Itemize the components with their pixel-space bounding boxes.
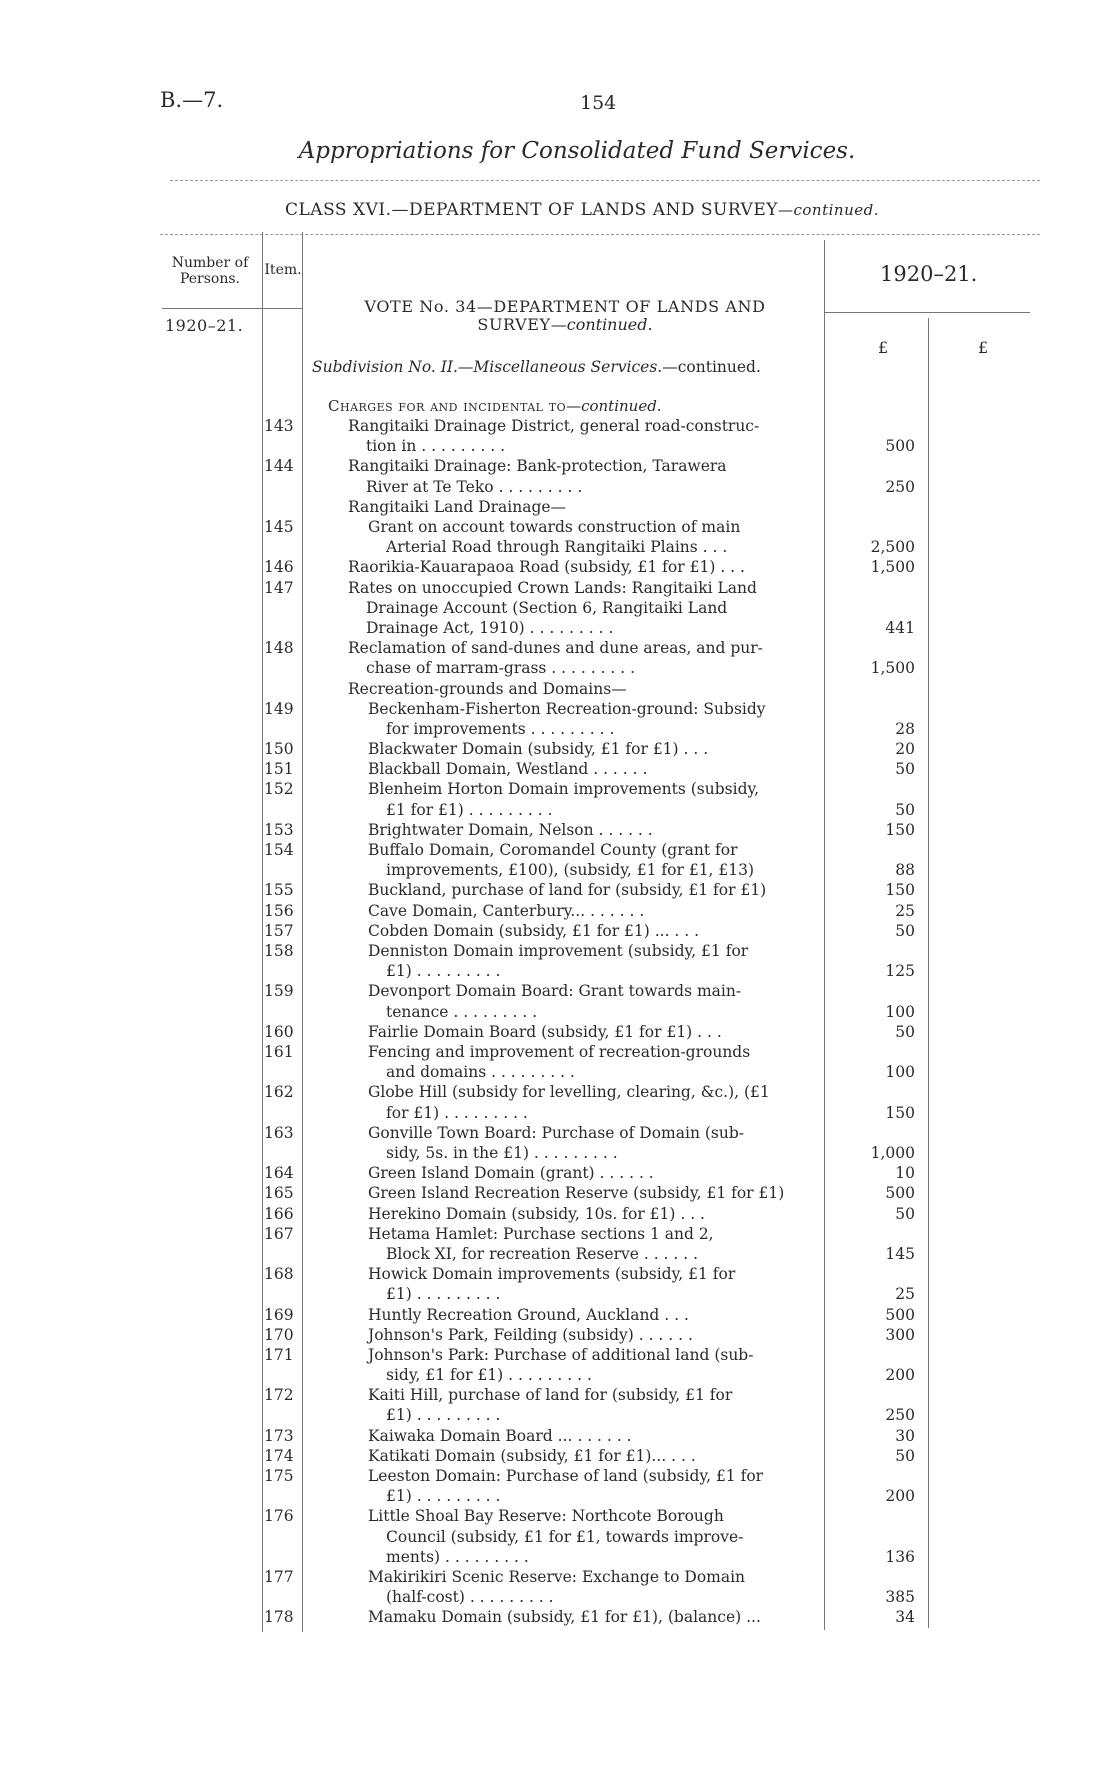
item-description bbox=[368, 941, 816, 981]
description-line: £1) . . . . . . . . . bbox=[386, 1285, 501, 1304]
description-line: River at Te Teko . . . . . . . . . bbox=[366, 477, 583, 496]
description-line: Buffalo Domain, Coromandel County (grant for bbox=[368, 841, 738, 860]
item-number: 151 bbox=[264, 760, 294, 779]
item-amount: 25 bbox=[895, 1285, 915, 1304]
year-header: 1920–21. bbox=[880, 262, 978, 286]
item-amount: 1,000 bbox=[870, 1143, 915, 1162]
item-description bbox=[368, 1022, 816, 1042]
item-number: 155 bbox=[264, 881, 294, 900]
item-amount: 500 bbox=[885, 437, 915, 456]
item-description bbox=[368, 840, 816, 880]
description-line: for improvements . . . . . . . . . bbox=[386, 719, 615, 738]
item-amount: 88 bbox=[895, 861, 915, 880]
item-number: 149 bbox=[264, 699, 294, 718]
item-number: 172 bbox=[264, 1386, 294, 1405]
description-line: ments) . . . . . . . . . bbox=[386, 1547, 529, 1566]
section-heading-row bbox=[0, 497, 1114, 517]
description-line: tenance . . . . . . . . . bbox=[386, 1002, 538, 1021]
charges-heading bbox=[328, 396, 662, 415]
item-number: 169 bbox=[264, 1305, 294, 1324]
item-amount: 300 bbox=[885, 1325, 915, 1344]
item-amount: 250 bbox=[885, 1406, 915, 1425]
section-heading: Rangitaiki Land Drainage— bbox=[348, 497, 567, 516]
item-number: 163 bbox=[264, 1123, 294, 1142]
item-description bbox=[368, 1567, 816, 1607]
item-amount: 150 bbox=[885, 881, 915, 900]
item-description bbox=[368, 820, 816, 840]
item-description bbox=[348, 557, 816, 577]
pound-label: £ bbox=[878, 338, 889, 357]
item-description bbox=[368, 1042, 816, 1082]
description-line: £1) . . . . . . . . . bbox=[386, 1487, 501, 1506]
header-rule bbox=[162, 308, 302, 309]
description-line: Johnson's Park, Feilding (subsidy) . . . . . . bbox=[368, 1325, 693, 1344]
table-row bbox=[0, 1446, 1114, 1466]
item-amount: 441 bbox=[885, 618, 915, 637]
subdivision-heading bbox=[312, 358, 761, 376]
description-line: Kaiti Hill, purchase of land for (subsidy, £1 for bbox=[368, 1386, 733, 1405]
item-amount: 100 bbox=[885, 1002, 915, 1021]
item-amount: 10 bbox=[895, 1164, 915, 1183]
description-line: Blenheim Horton Domain improvements (subsidy, bbox=[368, 780, 760, 799]
item-amount: 50 bbox=[895, 760, 915, 779]
description-line: chase of marram-grass . . . . . . . . . bbox=[366, 659, 636, 678]
item-number: 174 bbox=[264, 1446, 294, 1465]
item-number: 168 bbox=[264, 1265, 294, 1284]
description-line: Fairlie Domain Board (subsidy, £1 for £1) . . . bbox=[368, 1022, 722, 1041]
item-amount: 385 bbox=[885, 1588, 915, 1607]
item-amount: 2,500 bbox=[870, 538, 915, 557]
description-line: Rates on unoccupied Crown Lands: Rangitaiki Land bbox=[348, 578, 757, 597]
table-row bbox=[0, 1305, 1114, 1325]
item-description bbox=[368, 1506, 816, 1567]
vote-line-1: VOTE No. 34—DEPARTMENT OF LANDS AND bbox=[364, 297, 766, 316]
description-line: (half-cost) . . . . . . . . . bbox=[386, 1588, 554, 1607]
item-description bbox=[368, 517, 816, 557]
description-line: Council (subsidy, £1 for £1, towards improve- bbox=[386, 1527, 744, 1546]
table-row bbox=[0, 1567, 1114, 1607]
item-number: 171 bbox=[264, 1345, 294, 1364]
description-line: Arterial Road through Rangitaiki Plains . . . bbox=[386, 538, 728, 557]
item-amount: 50 bbox=[895, 1446, 915, 1465]
item-amount: 20 bbox=[895, 740, 915, 759]
item-description bbox=[368, 1123, 816, 1163]
item-amount: 150 bbox=[885, 820, 915, 839]
table-row bbox=[0, 1426, 1114, 1446]
description-line: Kaiwaka Domain Board ... . . . . . . bbox=[368, 1426, 632, 1445]
item-number: 161 bbox=[264, 1042, 294, 1061]
item-number: 177 bbox=[264, 1568, 294, 1587]
item-header: Item. bbox=[264, 262, 302, 278]
table-row bbox=[0, 1385, 1114, 1425]
item-description bbox=[368, 1224, 816, 1264]
item-amount: 1,500 bbox=[870, 558, 915, 577]
description-line: Huntly Recreation Ground, Auckland . . . bbox=[368, 1305, 689, 1324]
item-amount: 50 bbox=[895, 800, 915, 819]
item-description bbox=[368, 1082, 816, 1122]
table-row bbox=[0, 1224, 1114, 1264]
item-description bbox=[368, 901, 816, 921]
table-row bbox=[0, 759, 1114, 779]
table-row bbox=[0, 901, 1114, 921]
item-description bbox=[348, 416, 816, 456]
item-number: 166 bbox=[264, 1204, 294, 1223]
description-line: Blackball Domain, Westland . . . . . . bbox=[368, 760, 648, 779]
item-amount: 30 bbox=[895, 1426, 915, 1445]
item-description bbox=[368, 759, 816, 779]
divider bbox=[160, 234, 1040, 235]
description-line: Raorikia-Kauarapaoa Road (subsidy, £1 for £1) . . . bbox=[348, 558, 745, 577]
item-description bbox=[368, 981, 816, 1021]
item-description bbox=[368, 1466, 816, 1506]
item-description bbox=[368, 880, 816, 900]
item-amount: 145 bbox=[885, 1244, 915, 1263]
table-row bbox=[0, 880, 1114, 900]
table-row bbox=[0, 1042, 1114, 1082]
table-row bbox=[0, 638, 1114, 678]
item-description bbox=[368, 1183, 816, 1203]
item-description bbox=[368, 1305, 816, 1325]
section-heading-row bbox=[0, 679, 1114, 699]
item-number: 164 bbox=[264, 1164, 294, 1183]
item-number: 145 bbox=[264, 517, 294, 536]
table-row bbox=[0, 1183, 1114, 1203]
description-line: Johnson's Park: Purchase of additional land (sub- bbox=[368, 1345, 754, 1364]
table-row bbox=[0, 941, 1114, 981]
item-amount: 1,500 bbox=[870, 659, 915, 678]
description-line: Globe Hill (subsidy for levelling, clearing, &c.), (£1 bbox=[368, 1083, 770, 1102]
item-amount: 100 bbox=[885, 1063, 915, 1082]
description-line: Blackwater Domain (subsidy, £1 for £1) . . . bbox=[368, 740, 709, 759]
description-line: sidy, 5s. in the £1) . . . . . . . . . bbox=[386, 1143, 618, 1162]
item-number: 167 bbox=[264, 1224, 294, 1243]
table-row bbox=[0, 1022, 1114, 1042]
description-line: Beckenham-Fisherton Recreation-ground: Subsidy bbox=[368, 699, 766, 718]
description-line: Makirikiri Scenic Reserve: Exchange to Domain bbox=[368, 1568, 746, 1587]
item-amount: 50 bbox=[895, 921, 915, 940]
description-line: sidy, £1 for £1) . . . . . . . . . bbox=[386, 1366, 592, 1385]
table-row bbox=[0, 557, 1114, 577]
item-amount: 200 bbox=[885, 1366, 915, 1385]
description-line: Cobden Domain (subsidy, £1 for £1) ... . . . bbox=[368, 921, 700, 940]
description-line: Buckland, purchase of land for (subsidy, £1 for £1) bbox=[368, 881, 767, 900]
description-line: Katikati Domain (subsidy, £1 for £1)... . . . bbox=[368, 1446, 696, 1465]
number-of-persons-header: Number of Persons. bbox=[171, 255, 249, 287]
table-row bbox=[0, 779, 1114, 819]
item-number: 165 bbox=[264, 1184, 294, 1203]
table-row bbox=[0, 1506, 1114, 1567]
vote-heading bbox=[310, 298, 820, 334]
description-line: Leeston Domain: Purchase of land (subsidy, £1 for bbox=[368, 1467, 764, 1486]
persons-year: 1920–21. bbox=[165, 316, 244, 335]
item-description bbox=[368, 739, 816, 759]
description-line: Green Island Recreation Reserve (subsidy, £1 for £1) bbox=[368, 1184, 785, 1203]
description-line: Devonport Domain Board: Grant towards main- bbox=[368, 982, 742, 1001]
description-line: improvements, £100), (subsidy, £1 for £1, £13) bbox=[386, 861, 755, 880]
item-amount: 50 bbox=[895, 1022, 915, 1041]
description-line: Little Shoal Bay Reserve: Northcote Borough bbox=[368, 1507, 724, 1526]
item-amount: 25 bbox=[895, 901, 915, 920]
item-number: 146 bbox=[264, 558, 294, 577]
item-description bbox=[368, 1607, 816, 1627]
item-number: 159 bbox=[264, 982, 294, 1001]
item-number: 175 bbox=[264, 1467, 294, 1486]
item-number: 152 bbox=[264, 780, 294, 799]
subdivision-suffix: —continued. bbox=[662, 358, 761, 376]
description-line: Block XI, for recreation Reserve . . . . . . bbox=[386, 1244, 699, 1263]
item-number: 147 bbox=[264, 578, 294, 597]
item-amount: 28 bbox=[895, 719, 915, 738]
description-line: Green Island Domain (grant) . . . . . . bbox=[368, 1164, 654, 1183]
item-number: 157 bbox=[264, 921, 294, 940]
description-line: Brightwater Domain, Nelson . . . . . . bbox=[368, 820, 653, 839]
item-number: 143 bbox=[264, 417, 294, 435]
item-number: 150 bbox=[264, 740, 294, 759]
table-row bbox=[0, 921, 1114, 941]
item-number: 148 bbox=[264, 639, 294, 658]
table-row bbox=[0, 1607, 1114, 1627]
description-line: tion in . . . . . . . . . bbox=[366, 437, 506, 456]
item-number: 158 bbox=[264, 942, 294, 961]
item-number: 144 bbox=[264, 457, 294, 476]
class-title-text: CLASS XVI.—DEPARTMENT OF LANDS AND SURVEY bbox=[285, 200, 778, 220]
item-description bbox=[368, 1204, 816, 1224]
table-row bbox=[0, 981, 1114, 1021]
item-number: 153 bbox=[264, 820, 294, 839]
item-amount: 500 bbox=[885, 1184, 915, 1203]
item-number: 178 bbox=[264, 1608, 294, 1627]
item-amount: 34 bbox=[895, 1608, 915, 1627]
item-description bbox=[348, 578, 816, 639]
item-description bbox=[368, 699, 816, 739]
item-amount: 125 bbox=[885, 962, 915, 981]
item-description bbox=[368, 1426, 816, 1446]
description-line: £1) . . . . . . . . . bbox=[386, 1406, 501, 1425]
table-row bbox=[0, 1325, 1114, 1345]
description-line: Drainage Act, 1910) . . . . . . . . . bbox=[366, 618, 614, 637]
charges-suffix: —continued. bbox=[566, 397, 662, 415]
description-line: Howick Domain improvements (subsidy, £1 for bbox=[368, 1265, 736, 1284]
item-amount: 500 bbox=[885, 1305, 915, 1324]
description-line: Mamaku Domain (subsidy, £1 for £1), (balance) ... bbox=[368, 1608, 761, 1627]
year-rule bbox=[824, 312, 1030, 313]
item-description bbox=[368, 1163, 816, 1183]
item-number: 160 bbox=[264, 1022, 294, 1041]
item-amount: 50 bbox=[895, 1204, 915, 1223]
table-row bbox=[0, 1204, 1114, 1224]
item-number: 170 bbox=[264, 1325, 294, 1344]
table-row bbox=[0, 1082, 1114, 1122]
description-line: Rangitaiki Drainage: Bank-protection, Tarawera bbox=[348, 457, 727, 476]
table-row bbox=[0, 416, 1114, 456]
item-list bbox=[0, 416, 1114, 1628]
page-number: 154 bbox=[580, 92, 617, 114]
item-description bbox=[368, 1345, 816, 1385]
item-description bbox=[368, 1446, 816, 1466]
pound-label: £ bbox=[978, 338, 989, 357]
table-row bbox=[0, 699, 1114, 739]
description-line: Grant on account towards construction of main bbox=[368, 517, 741, 536]
table-row bbox=[0, 578, 1114, 639]
description-line: Hetama Hamlet: Purchase sections 1 and 2, bbox=[368, 1224, 714, 1243]
item-number: 154 bbox=[264, 841, 294, 860]
description-line: Gonville Town Board: Purchase of Domain (sub- bbox=[368, 1123, 744, 1142]
item-description bbox=[368, 779, 816, 819]
description-line: Rangitaiki Drainage District, general road-construc- bbox=[348, 417, 760, 435]
item-description bbox=[368, 921, 816, 941]
item-number: 176 bbox=[264, 1507, 294, 1526]
subdivision-text: Subdivision No. II.—Miscellaneous Services. bbox=[312, 358, 663, 376]
charges-text: Charges for and incidental to bbox=[328, 397, 567, 415]
description-line: for £1) . . . . . . . . . bbox=[386, 1103, 528, 1122]
item-description bbox=[348, 456, 816, 496]
table-row bbox=[0, 1264, 1114, 1304]
table-row bbox=[0, 456, 1114, 496]
table-row bbox=[0, 739, 1114, 759]
table-row bbox=[0, 1466, 1114, 1506]
item-number: 173 bbox=[264, 1426, 294, 1445]
description-line: Cave Domain, Canterbury... . . . . . . bbox=[368, 901, 645, 920]
table-row bbox=[0, 1345, 1114, 1385]
divider bbox=[170, 180, 1040, 181]
class-title-suffix: —continued. bbox=[777, 201, 879, 219]
description-line: Fencing and improvement of recreation-grounds bbox=[368, 1042, 751, 1061]
table-row bbox=[0, 1123, 1114, 1163]
item-description bbox=[368, 1385, 816, 1425]
item-description bbox=[368, 1264, 816, 1304]
item-amount: 250 bbox=[885, 477, 915, 496]
item-number: 162 bbox=[264, 1083, 294, 1102]
description-line: £1 for £1) . . . . . . . . . bbox=[386, 800, 553, 819]
item-amount: 200 bbox=[885, 1487, 915, 1506]
description-line: £1) . . . . . . . . . bbox=[386, 962, 501, 981]
item-description bbox=[368, 1325, 816, 1345]
table-row bbox=[0, 517, 1114, 557]
description-line: Drainage Account (Section 6, Rangitaiki Land bbox=[366, 598, 728, 617]
vote-line-2 bbox=[310, 316, 820, 334]
section-heading: Recreation-grounds and Domains— bbox=[348, 679, 627, 698]
table-row bbox=[0, 1163, 1114, 1183]
vote-line-2-suffix: —continued. bbox=[550, 315, 653, 334]
description-line: Denniston Domain improvement (subsidy, £1 for bbox=[368, 942, 749, 961]
class-title bbox=[0, 200, 1114, 220]
table-row bbox=[0, 820, 1114, 840]
item-amount: 150 bbox=[885, 1103, 915, 1122]
table-row bbox=[0, 840, 1114, 880]
item-number: 156 bbox=[264, 901, 294, 920]
item-description bbox=[348, 638, 816, 678]
description-line: Herekino Domain (subsidy, 10s. for £1) . . . bbox=[368, 1204, 705, 1223]
item-amount: 136 bbox=[885, 1547, 915, 1566]
page-title: Appropriations for Consolidated Fund Services. bbox=[298, 138, 856, 164]
description-line: and domains . . . . . . . . . bbox=[386, 1063, 575, 1082]
vote-line-2-text: SURVEY bbox=[477, 315, 551, 334]
document-id: B.—7. bbox=[160, 88, 224, 112]
description-line: Reclamation of sand-dunes and dune areas, and pur- bbox=[348, 639, 763, 658]
